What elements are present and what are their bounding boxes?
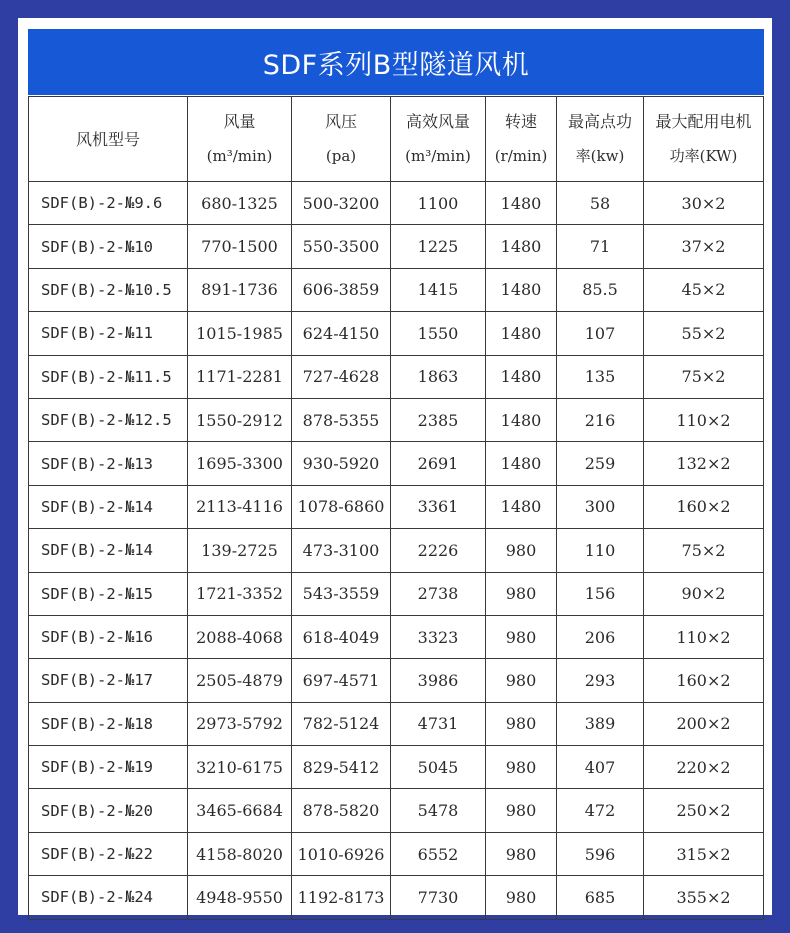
cell-speed: 980 xyxy=(486,572,557,615)
cell-peak-power: 407 xyxy=(557,746,644,789)
cell-airflow: 3210-6175 xyxy=(188,746,292,789)
table-row xyxy=(29,659,764,702)
cell-peak-power: 685 xyxy=(557,876,644,919)
table-row xyxy=(29,182,764,225)
cell-motor-power: 55×2 xyxy=(644,312,764,355)
cell-airflow: 2113-4116 xyxy=(188,485,292,528)
header-motor-power: 最大配用电机 功率(KW) xyxy=(644,97,764,182)
cell-speed: 1480 xyxy=(486,355,557,398)
cell-pressure: 618-4049 xyxy=(292,615,391,658)
header-row xyxy=(29,97,764,182)
cell-pressure: 727-4628 xyxy=(292,355,391,398)
cell-airflow: 3465-6684 xyxy=(188,789,292,832)
cell-efficient-airflow: 2738 xyxy=(391,572,486,615)
cell-airflow: 2088-4068 xyxy=(188,615,292,658)
table-row xyxy=(29,615,764,658)
cell-motor-power: 90×2 xyxy=(644,572,764,615)
cell-peak-power: 472 xyxy=(557,789,644,832)
cell-efficient-airflow: 7730 xyxy=(391,876,486,919)
cell-airflow: 1721-3352 xyxy=(188,572,292,615)
cell-speed: 980 xyxy=(486,746,557,789)
cell-efficient-airflow: 2226 xyxy=(391,529,486,572)
table-title: SDF系列B型隧道风机 xyxy=(28,29,764,95)
cell-motor-power: 75×2 xyxy=(644,355,764,398)
cell-motor-power: 75×2 xyxy=(644,529,764,572)
cell-airflow: 1171-2281 xyxy=(188,355,292,398)
cell-efficient-airflow: 3986 xyxy=(391,659,486,702)
cell-motor-power: 110×2 xyxy=(644,398,764,441)
table-row xyxy=(29,702,764,745)
cell-speed: 980 xyxy=(486,659,557,702)
header-efficient-airflow: 高效风量 (m³/min) xyxy=(391,97,486,182)
cell-efficient-airflow: 1550 xyxy=(391,312,486,355)
header-pressure: 风压 (pa) xyxy=(292,97,391,182)
cell-speed: 1480 xyxy=(486,442,557,485)
cell-motor-power: 37×2 xyxy=(644,225,764,268)
cell-model: SDF(B)-2-№10 xyxy=(29,225,188,268)
cell-model: SDF(B)-2-№18 xyxy=(29,702,188,745)
header-airflow: 风量 (m³/min) xyxy=(188,97,292,182)
cell-model: SDF(B)-2-№14 xyxy=(29,485,188,528)
cell-efficient-airflow: 1863 xyxy=(391,355,486,398)
table-row xyxy=(29,355,764,398)
spec-table xyxy=(28,96,764,920)
table-row xyxy=(29,225,764,268)
cell-airflow: 4948-9550 xyxy=(188,876,292,919)
cell-efficient-airflow: 3361 xyxy=(391,485,486,528)
cell-pressure: 1192-8173 xyxy=(292,876,391,919)
cell-speed: 980 xyxy=(486,529,557,572)
cell-model: SDF(B)-2-№12.5 xyxy=(29,398,188,441)
cell-efficient-airflow: 1415 xyxy=(391,268,486,311)
table-row xyxy=(29,746,764,789)
header-model: 风机型号 xyxy=(29,97,188,182)
cell-model: SDF(B)-2-№13 xyxy=(29,442,188,485)
cell-efficient-airflow: 6552 xyxy=(391,832,486,875)
cell-efficient-airflow: 3323 xyxy=(391,615,486,658)
cell-peak-power: 293 xyxy=(557,659,644,702)
table-row xyxy=(29,572,764,615)
table-row xyxy=(29,876,764,919)
cell-pressure: 1010-6926 xyxy=(292,832,391,875)
cell-airflow: 1015-1985 xyxy=(188,312,292,355)
cell-model: SDF(B)-2-№17 xyxy=(29,659,188,702)
cell-pressure: 473-3100 xyxy=(292,529,391,572)
table-row xyxy=(29,268,764,311)
cell-model: SDF(B)-2-№14 xyxy=(29,529,188,572)
cell-speed: 980 xyxy=(486,789,557,832)
cell-pressure: 1078-6860 xyxy=(292,485,391,528)
table-row xyxy=(29,789,764,832)
cell-speed: 1480 xyxy=(486,182,557,225)
cell-model: SDF(B)-2-№19 xyxy=(29,746,188,789)
cell-speed: 1480 xyxy=(486,225,557,268)
cell-speed: 1480 xyxy=(486,312,557,355)
cell-model: SDF(B)-2-№11 xyxy=(29,312,188,355)
header-speed: 转速 (r/min) xyxy=(486,97,557,182)
cell-airflow: 891-1736 xyxy=(188,268,292,311)
cell-pressure: 500-3200 xyxy=(292,182,391,225)
cell-model: SDF(B)-2-№16 xyxy=(29,615,188,658)
cell-pressure: 782-5124 xyxy=(292,702,391,745)
cell-pressure: 878-5820 xyxy=(292,789,391,832)
table-row xyxy=(29,529,764,572)
cell-speed: 980 xyxy=(486,832,557,875)
cell-model: SDF(B)-2-№10.5 xyxy=(29,268,188,311)
cell-efficient-airflow: 5478 xyxy=(391,789,486,832)
cell-model: SDF(B)-2-№24 xyxy=(29,876,188,919)
cell-speed: 980 xyxy=(486,702,557,745)
cell-motor-power: 220×2 xyxy=(644,746,764,789)
cell-pressure: 543-3559 xyxy=(292,572,391,615)
cell-motor-power: 200×2 xyxy=(644,702,764,745)
cell-motor-power: 160×2 xyxy=(644,659,764,702)
cell-model: SDF(B)-2-№22 xyxy=(29,832,188,875)
table-row xyxy=(29,485,764,528)
cell-speed: 1480 xyxy=(486,398,557,441)
cell-efficient-airflow: 5045 xyxy=(391,746,486,789)
cell-airflow: 1550-2912 xyxy=(188,398,292,441)
cell-peak-power: 71 xyxy=(557,225,644,268)
cell-efficient-airflow: 2385 xyxy=(391,398,486,441)
cell-pressure: 624-4150 xyxy=(292,312,391,355)
cell-speed: 1480 xyxy=(486,485,557,528)
spec-card xyxy=(18,18,772,915)
cell-model: SDF(B)-2-№11.5 xyxy=(29,355,188,398)
cell-efficient-airflow: 4731 xyxy=(391,702,486,745)
cell-efficient-airflow: 1225 xyxy=(391,225,486,268)
cell-speed: 980 xyxy=(486,615,557,658)
cell-model: SDF(B)-2-№15 xyxy=(29,572,188,615)
cell-pressure: 878-5355 xyxy=(292,398,391,441)
cell-efficient-airflow: 2691 xyxy=(391,442,486,485)
cell-airflow: 2505-4879 xyxy=(188,659,292,702)
cell-model: SDF(B)-2-№20 xyxy=(29,789,188,832)
table-row xyxy=(29,442,764,485)
cell-peak-power: 300 xyxy=(557,485,644,528)
cell-airflow: 680-1325 xyxy=(188,182,292,225)
cell-airflow: 1695-3300 xyxy=(188,442,292,485)
cell-peak-power: 596 xyxy=(557,832,644,875)
cell-pressure: 550-3500 xyxy=(292,225,391,268)
cell-airflow: 139-2725 xyxy=(188,529,292,572)
cell-pressure: 697-4571 xyxy=(292,659,391,702)
cell-airflow: 2973-5792 xyxy=(188,702,292,745)
cell-airflow: 4158-8020 xyxy=(188,832,292,875)
cell-pressure: 829-5412 xyxy=(292,746,391,789)
cell-efficient-airflow: 1100 xyxy=(391,182,486,225)
table-body xyxy=(29,182,764,920)
cell-motor-power: 355×2 xyxy=(644,876,764,919)
cell-speed: 1480 xyxy=(486,268,557,311)
cell-motor-power: 30×2 xyxy=(644,182,764,225)
cell-peak-power: 85.5 xyxy=(557,268,644,311)
cell-peak-power: 206 xyxy=(557,615,644,658)
cell-peak-power: 135 xyxy=(557,355,644,398)
cell-motor-power: 250×2 xyxy=(644,789,764,832)
cell-pressure: 930-5920 xyxy=(292,442,391,485)
cell-motor-power: 315×2 xyxy=(644,832,764,875)
cell-pressure: 606-3859 xyxy=(292,268,391,311)
table-row xyxy=(29,398,764,441)
cell-peak-power: 389 xyxy=(557,702,644,745)
cell-peak-power: 156 xyxy=(557,572,644,615)
cell-airflow: 770-1500 xyxy=(188,225,292,268)
cell-peak-power: 216 xyxy=(557,398,644,441)
cell-motor-power: 132×2 xyxy=(644,442,764,485)
header-peak-power: 最高点功 率(kw) xyxy=(557,97,644,182)
cell-speed: 980 xyxy=(486,876,557,919)
cell-motor-power: 110×2 xyxy=(644,615,764,658)
table-row xyxy=(29,832,764,875)
cell-model: SDF(B)-2-№9.6 xyxy=(29,182,188,225)
cell-peak-power: 107 xyxy=(557,312,644,355)
cell-peak-power: 58 xyxy=(557,182,644,225)
table-row xyxy=(29,312,764,355)
cell-motor-power: 160×2 xyxy=(644,485,764,528)
cell-peak-power: 110 xyxy=(557,529,644,572)
cell-peak-power: 259 xyxy=(557,442,644,485)
cell-motor-power: 45×2 xyxy=(644,268,764,311)
